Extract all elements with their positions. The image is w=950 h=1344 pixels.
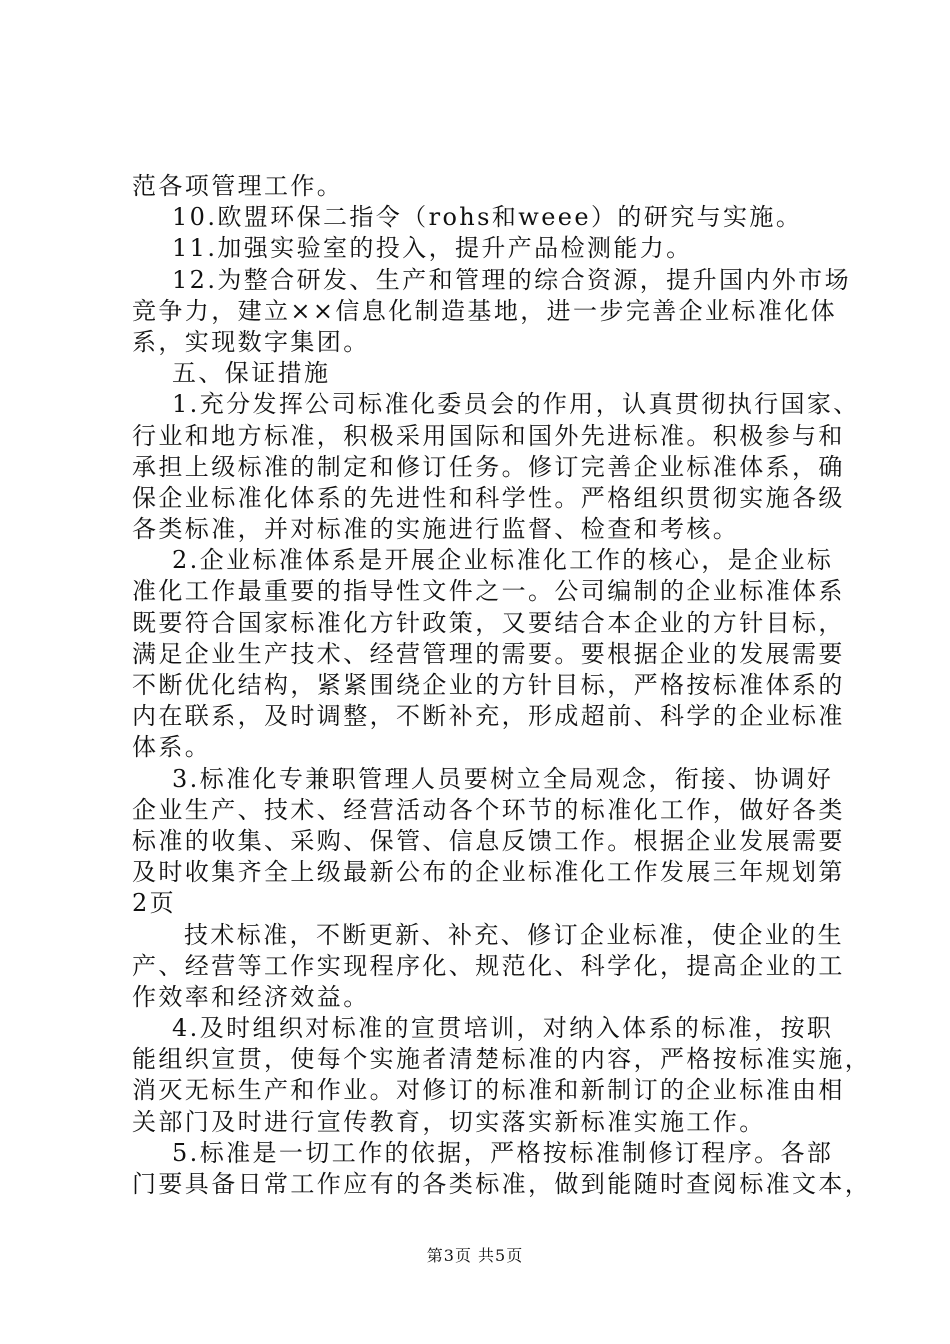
text-line: 产、经营等工作实现程序化、规范化、科学化，提高企业的工 <box>132 951 845 980</box>
text-line: 满足企业生产技术、经营管理的需要。要根据企业的发展需要 <box>132 639 845 668</box>
text-line: 5.标准是一切工作的依据，严格按标准制修订程序。各部 <box>172 1138 834 1167</box>
text-line: 承担上级标准的制定和修订任务。修订完善企业标准体系，确 <box>132 452 845 481</box>
text-line: 及时收集齐全上级最新公布的企业标准化工作发展三年规划第 <box>132 858 845 887</box>
text-line: 各类标准，并对标准的实施进行监督、检查和考核。 <box>132 515 740 544</box>
text-line: 12.为整合研发、生产和管理的综合资源，提升国内外市场 <box>172 265 851 294</box>
text-line: 五、保证措施 <box>172 359 331 388</box>
text-line: 企业生产、技术、经营活动各个环节的标准化工作，做好各类 <box>132 795 845 824</box>
text-line: 标准的收集、采购、保管、信息反馈工作。根据企业发展需要 <box>132 826 845 855</box>
text-line: 系，实现数字集团。 <box>132 327 370 356</box>
page-footer: 第3页 共5页 <box>426 1246 524 1265</box>
text-line: 2.企业标准体系是开展企业标准化工作的核心，是企业标 <box>172 546 834 575</box>
text-line: 能组织宣贯，使每个实施者清楚标准的内容，严格按标准实施， <box>132 1045 872 1074</box>
text-line: 门要具备日常工作应有的各类标准，做到能随时查阅标准文本， <box>132 1170 872 1198</box>
text-line: 体系。 <box>132 733 212 762</box>
text-line: 消灭无标生产和作业。对修订的标准和新制订的企业标准由相 <box>132 1076 845 1105</box>
text-line: 竞争力，建立××信息化制造基地，进一步完善企业标准化体 <box>132 296 838 325</box>
text-line: 1.充分发挥公司标准化委员会的作用，认真贯彻执行国家、 <box>172 390 860 419</box>
text-line: 内在联系，及时调整，不断补充，形成超前、科学的企业标准 <box>132 702 845 731</box>
text-line: 3.标准化专兼职管理人员要树立全局观念，衔接、协调好 <box>172 764 834 793</box>
text-line: 既要符合国家标准化方针政策，又要结合本企业的方针目标， <box>132 608 845 637</box>
text-line: 10.欧盟环保二指令（rohs和weee）的研究与实施。 <box>172 203 803 232</box>
text-line: 关部门及时进行宣传教育，切实落实新标准实施工作。 <box>132 1107 766 1136</box>
text-line: 范各项管理工作。 <box>132 172 344 200</box>
text-line: 技术标准，不断更新、补充、修订企业标准，使企业的生 <box>184 920 844 949</box>
text-line: 11.加强实验室的投入，提升产品检测能力。 <box>172 234 693 263</box>
text-line: 2页 <box>132 889 177 918</box>
text-line: 作效率和经济效益。 <box>132 982 370 1011</box>
text-line: 保企业标准化体系的先进性和科学性。严格组织贯彻实施各级 <box>132 483 845 512</box>
document-body <box>132 171 872 1200</box>
text-line: 行业和地方标准，积极采用国际和国外先进标准。积极参与和 <box>132 421 845 450</box>
text-line: 不断优化结构，紧紧围绕企业的方针目标，严格按标准体系的 <box>132 671 845 699</box>
text-line: 4.及时组织对标准的宣贯培训，对纳入体系的标准，按职 <box>172 1014 834 1043</box>
text-line: 准化工作最重要的指导性文件之一。公司编制的企业标准体系 <box>132 577 845 606</box>
